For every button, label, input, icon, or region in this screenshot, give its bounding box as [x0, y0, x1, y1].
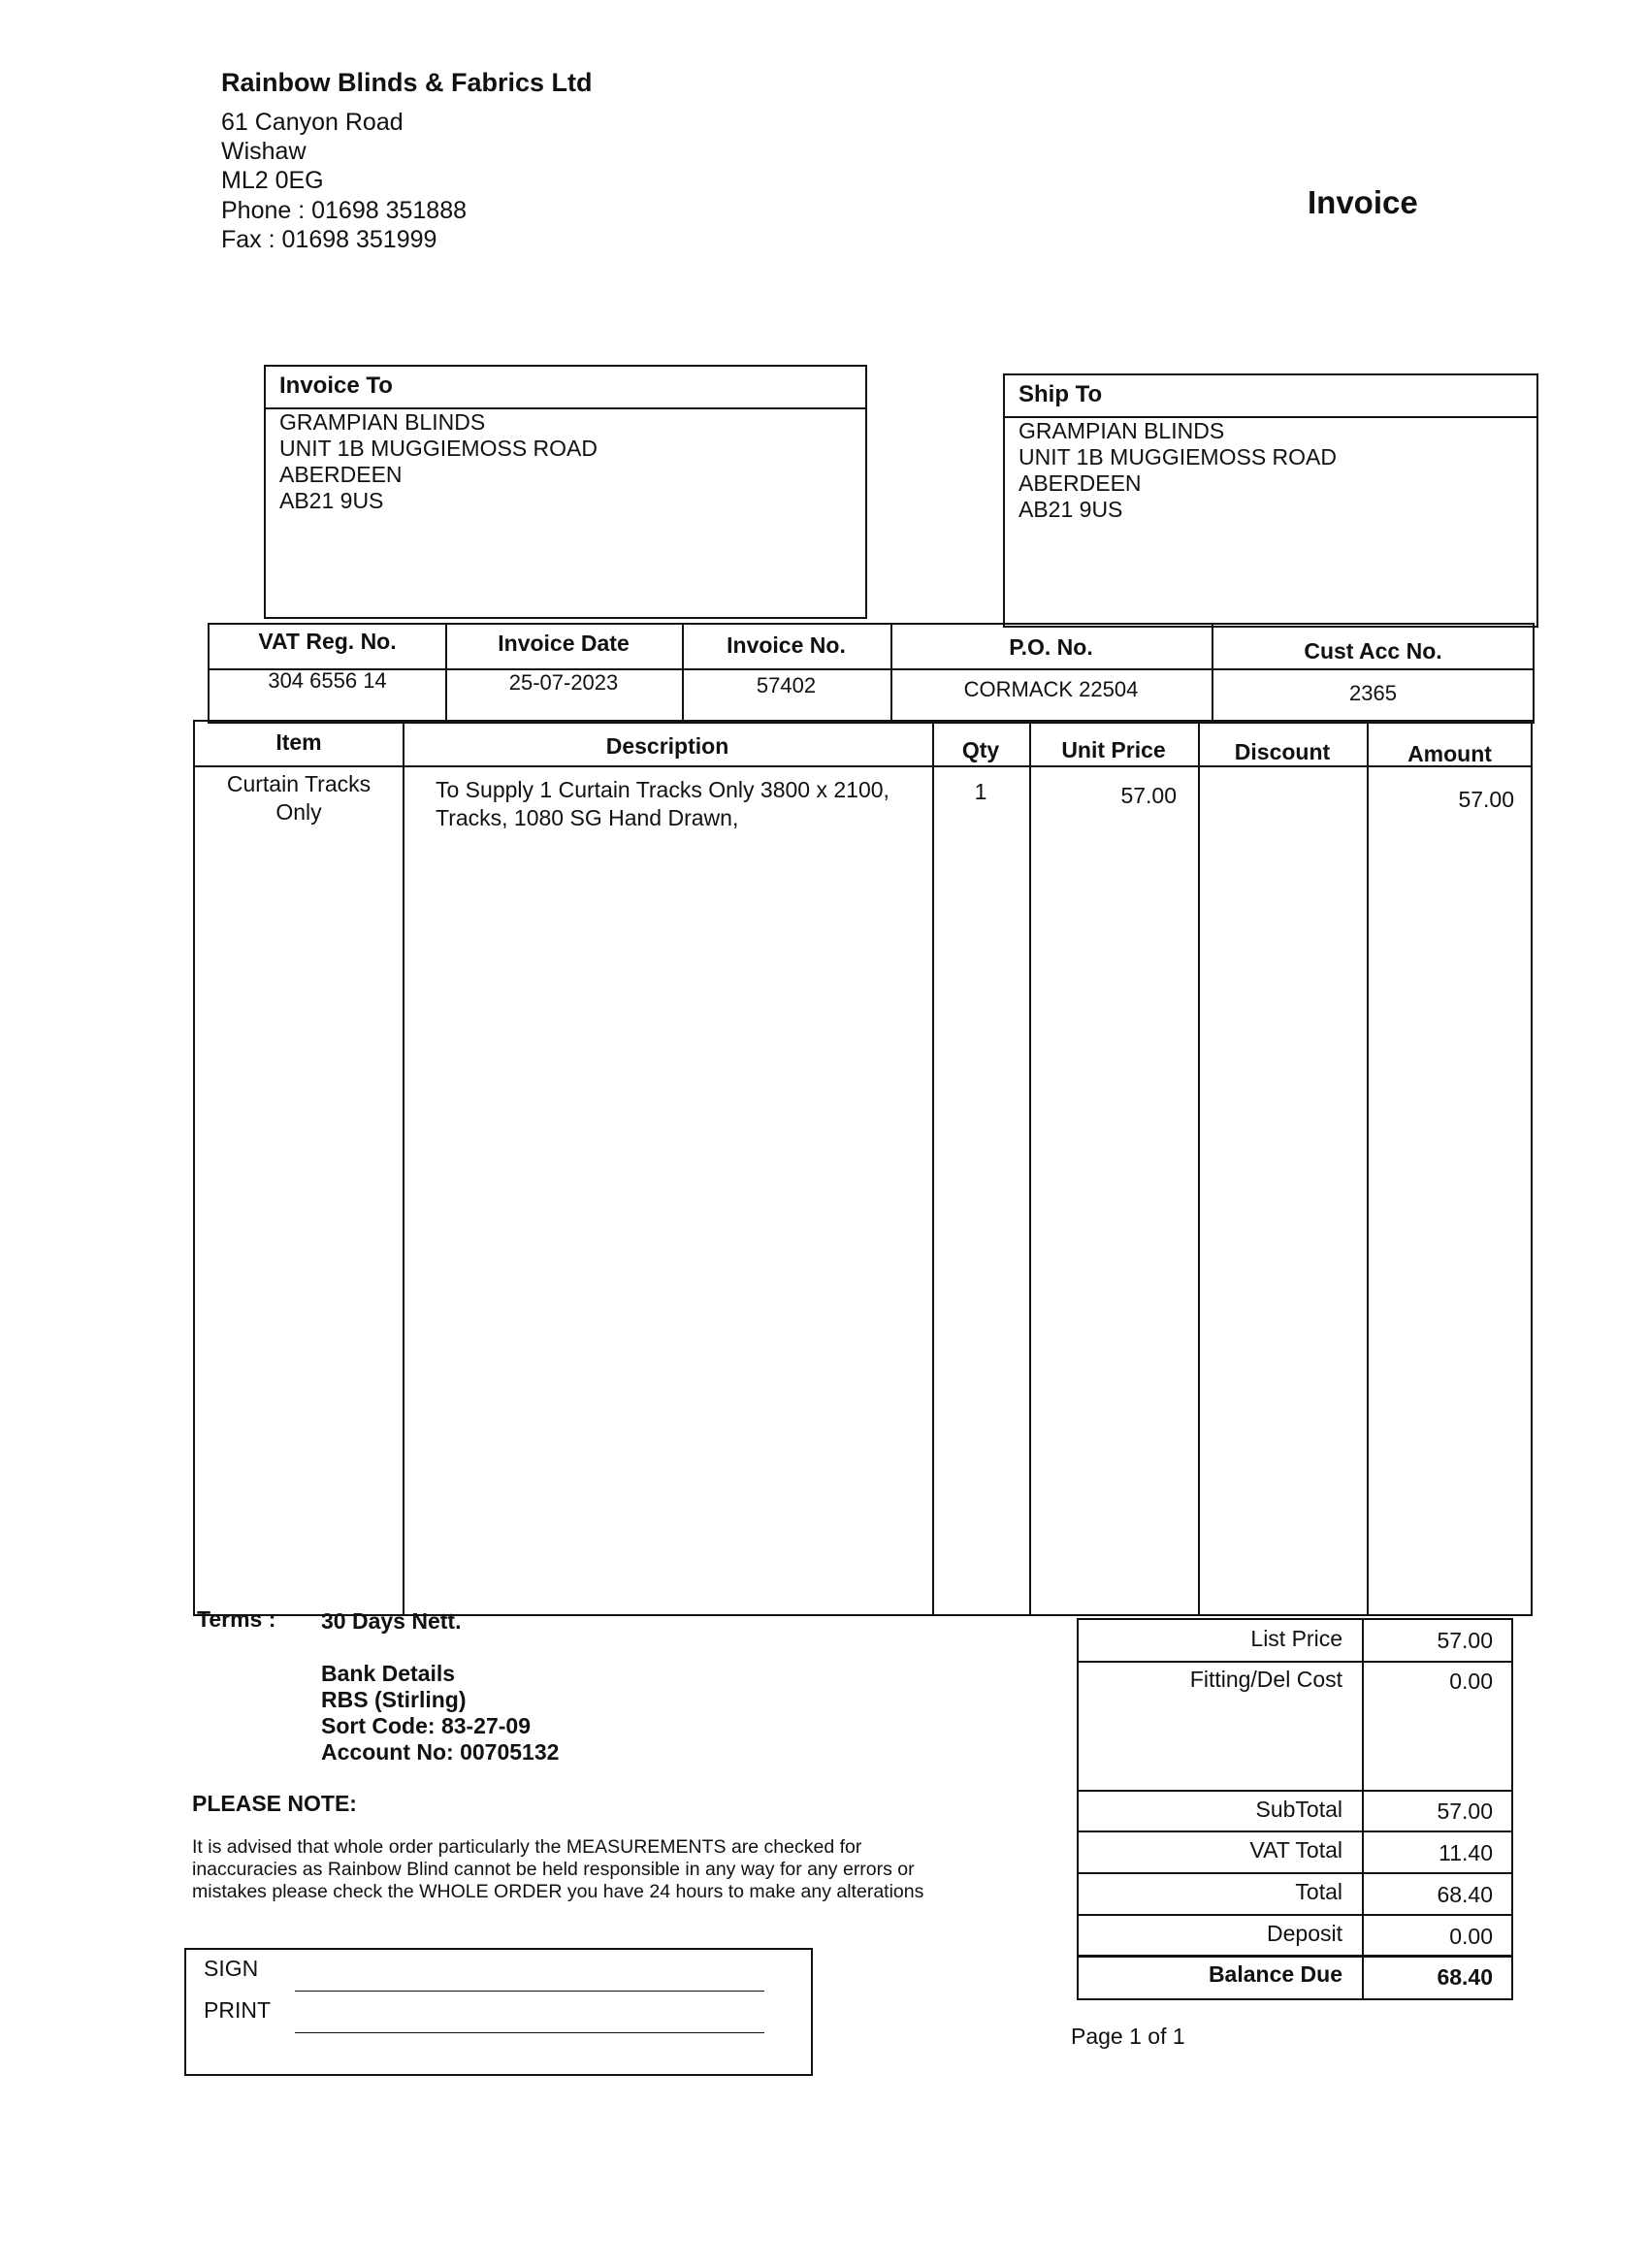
note-line: It is advised that whole order particularly the MEASUREMENTS are checked for [192, 1836, 862, 1858]
vat-reg-value: 304 6556 14 [268, 668, 387, 693]
col-header-qty: Qty [961, 737, 1000, 762]
items-col-divider [403, 722, 404, 1614]
invoice-to-line: GRAMPIAN BLINDS [279, 409, 486, 435]
document-title: Invoice [1308, 184, 1418, 220]
totals-divider [1079, 1914, 1511, 1916]
items-header-divider [195, 765, 1531, 767]
totals-divider [1079, 1661, 1511, 1663]
balance-due-label: Balance Due [1208, 1961, 1342, 1987]
subtotal-value: 57.00 [1437, 1798, 1493, 1824]
sort-code: Sort Code: 83-27-09 [321, 1713, 532, 1738]
list-price-value: 57.00 [1437, 1628, 1493, 1653]
company-town: Wishaw [221, 138, 307, 165]
company-street: 61 Canyon Road [221, 109, 404, 136]
col-header-description: Description [605, 733, 729, 759]
ship-to-line: AB21 9US [1018, 497, 1123, 522]
invoice-to-line: UNIT 1B MUGGIEMOSS ROAD [279, 436, 598, 461]
invoice-no-label: Invoice No. [727, 632, 846, 658]
items-col-divider [1029, 722, 1031, 1614]
ship-to-box [1003, 373, 1538, 628]
item-name-line: Curtain Tracks [226, 771, 372, 796]
description-line: To Supply 1 Curtain Tracks Only 3800 x 2100, [436, 777, 889, 802]
vat-total-value: 11.40 [1439, 1840, 1493, 1865]
po-no-label: P.O. No. [1009, 634, 1093, 660]
print-label: PRINT [204, 1997, 271, 2023]
description-cell [436, 776, 932, 832]
totals-divider [1079, 1955, 1511, 1958]
fitting-del-cost-value: 0.00 [1449, 1669, 1493, 1694]
note-line: mistakes please check the WHOLE ORDER you have 24 hours to make any alterations [192, 1881, 924, 1902]
invoice-to-box [264, 365, 867, 619]
description-line: Tracks, 1080 SG Hand Drawn, [436, 805, 739, 830]
company-postcode: ML2 0EG [221, 167, 324, 194]
totals-table [1077, 1618, 1513, 2000]
company-fax: Fax : 01698 351999 [221, 226, 437, 253]
col-header-item: Item [275, 729, 322, 755]
note-heading: PLEASE NOTE: [192, 1791, 357, 1816]
po-no-value: CORMACK 22504 [963, 677, 1139, 701]
balance-due-value: 68.40 [1437, 1964, 1493, 1990]
signature-box [184, 1948, 813, 2076]
account-no: Account No: 00705132 [321, 1739, 560, 1765]
company-phone: Phone : 01698 351888 [221, 197, 468, 224]
sign-label: SIGN [204, 1956, 259, 1981]
ship-to-address [1018, 418, 1337, 523]
amount-cell: 57.00 [1458, 787, 1514, 812]
total-label: Total [1295, 1879, 1342, 1904]
deposit-value: 0.00 [1449, 1924, 1493, 1949]
terms-value: 30 Days Nett. [321, 1608, 462, 1634]
col-header-unit-price: Unit Price [1061, 737, 1166, 762]
item-name-line: Only [275, 799, 322, 825]
subtotal-label: SubTotal [1255, 1797, 1342, 1822]
col-header-amount: Amount [1407, 741, 1492, 766]
vat-total-label: VAT Total [1249, 1837, 1342, 1863]
fitting-del-cost-label: Fitting/Del Cost [1189, 1667, 1342, 1692]
list-price-label: List Price [1250, 1626, 1342, 1651]
deposit-label: Deposit [1267, 1921, 1342, 1946]
invoice-date-value: 25-07-2023 [508, 670, 619, 695]
ship-to-line: ABERDEEN [1018, 470, 1142, 496]
company-name: Rainbow Blinds & Fabrics Ltd [221, 68, 593, 97]
invoice-to-address [279, 409, 598, 514]
sign-line[interactable] [295, 1991, 764, 1992]
qty-cell: 1 [974, 779, 987, 804]
item-cell [195, 770, 403, 826]
ship-to-label: Ship To [1018, 381, 1103, 407]
col-header-discount: Discount [1234, 739, 1331, 764]
totals-divider [1079, 1872, 1511, 1874]
print-line[interactable] [295, 2032, 764, 2033]
ship-to-line: GRAMPIAN BLINDS [1018, 418, 1225, 443]
reference-table [208, 623, 1535, 724]
page-number: Page 1 of 1 [1071, 2024, 1185, 2049]
terms-label: Terms : [197, 1606, 276, 1632]
items-col-divider [932, 722, 934, 1614]
note-line: inaccuracies as Rainbow Blind cannot be held responsible in any way for any errors or [192, 1859, 915, 1880]
bank-heading: Bank Details [321, 1661, 456, 1686]
invoice-no-value: 57402 [756, 673, 817, 697]
invoice-to-label: Invoice To [279, 373, 393, 399]
total-value: 68.40 [1437, 1882, 1493, 1907]
totals-divider [1079, 1831, 1511, 1832]
invoice-date-label: Invoice Date [498, 631, 630, 656]
unit-price-cell: 57.00 [1120, 783, 1177, 808]
invoice-to-line: AB21 9US [279, 488, 384, 513]
items-col-divider [1198, 722, 1200, 1614]
ship-to-line: UNIT 1B MUGGIEMOSS ROAD [1018, 444, 1338, 470]
bank-name: RBS (Stirling) [321, 1687, 467, 1712]
items-table [193, 720, 1533, 1616]
invoice-to-line: ABERDEEN [279, 462, 403, 487]
cust-acc-value: 2365 [1349, 681, 1397, 705]
items-col-divider [1367, 722, 1369, 1614]
cust-acc-label: Cust Acc No. [1304, 638, 1442, 664]
totals-divider [1079, 1790, 1511, 1792]
vat-reg-label: VAT Reg. No. [258, 629, 397, 654]
